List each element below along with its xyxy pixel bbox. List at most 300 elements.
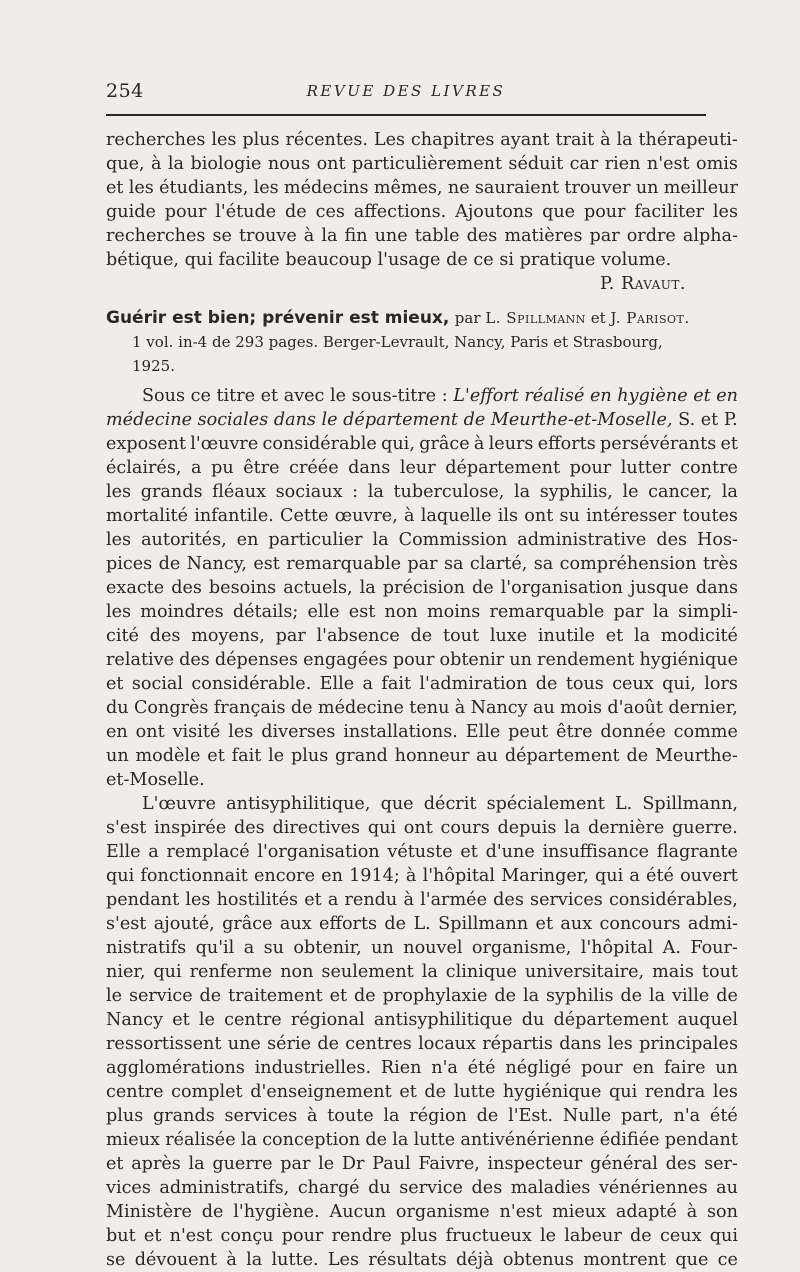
word: de (410, 626, 433, 646)
paragraph-1 (106, 432, 738, 792)
word: Les (373, 130, 406, 150)
word: fonctionnait (140, 866, 248, 886)
word: grands (140, 482, 203, 502)
word: l'œuvre (190, 434, 259, 454)
word: de (630, 1226, 652, 1246)
word: ville (672, 986, 710, 1006)
word: la (564, 818, 581, 838)
word: su (263, 938, 284, 958)
word: principales (639, 1034, 738, 1054)
word: l'Est. (508, 1106, 554, 1126)
word: rendement (537, 650, 635, 670)
word: à (404, 506, 415, 526)
text-line (106, 648, 738, 672)
word: le (318, 1154, 335, 1174)
word: réalisée (165, 1130, 236, 1150)
word: résultats (368, 1250, 447, 1270)
word: par (589, 226, 620, 246)
word: n'a (431, 1058, 458, 1078)
word: de (494, 986, 517, 1006)
word: de (201, 1202, 224, 1222)
word: pratique (519, 250, 596, 270)
word: de (384, 914, 407, 934)
word: ouvert (680, 866, 738, 886)
word: Dr (341, 1154, 365, 1174)
text-line (106, 1224, 738, 1248)
word: trouve (238, 226, 297, 246)
word: Paul (372, 1154, 411, 1174)
word: si (499, 250, 514, 270)
word: mois (560, 698, 603, 718)
word: besoins (208, 578, 277, 598)
journal-title: REVUE DES LIVRES (306, 82, 506, 100)
word: en (236, 530, 259, 550)
word: étudiants, (159, 178, 249, 198)
word: créée (289, 458, 339, 478)
running-head (106, 80, 706, 106)
word: les (106, 602, 132, 622)
word: concours (599, 914, 681, 934)
word: exacte (106, 578, 165, 598)
word: Four- (690, 938, 738, 958)
word: le (622, 482, 639, 502)
word: les (712, 202, 738, 222)
word: efforts (537, 434, 596, 454)
word: des (665, 1154, 697, 1174)
word: maladies (510, 1178, 591, 1198)
word: dans (348, 458, 391, 478)
word: trait (555, 130, 595, 150)
word: l'hôpital (580, 938, 654, 958)
word: omis (696, 154, 738, 174)
word: diverses (261, 722, 336, 742)
text-line (106, 1032, 738, 1056)
citation-line: 1925. (132, 357, 175, 375)
word: de (365, 1130, 388, 1150)
word: honneur (394, 746, 470, 766)
word: des (233, 818, 265, 838)
word: l'absence (316, 626, 400, 646)
word: l'organisation (500, 578, 623, 598)
page-text (106, 128, 738, 1272)
word: de (317, 1034, 339, 1054)
word: ont (524, 506, 554, 526)
text-line (106, 600, 738, 624)
word: les (228, 722, 254, 742)
word: la (383, 1106, 400, 1126)
word: est (253, 554, 280, 574)
word: Ajoutons (455, 202, 534, 222)
word: auquel (677, 1010, 738, 1030)
word: obtenus (502, 1250, 574, 1270)
word: lutte (413, 1130, 456, 1150)
word: et (720, 434, 738, 454)
word: considérable. (191, 674, 312, 694)
word: la (649, 986, 666, 1006)
word: A. (662, 938, 681, 958)
word: détails; (232, 602, 299, 622)
word: un (715, 1058, 738, 1078)
word: pour (581, 1058, 623, 1078)
word: de (199, 986, 222, 1006)
word: engagées (303, 650, 388, 670)
word: éclairés, (106, 458, 182, 478)
word: volume. (601, 250, 672, 270)
word: des (493, 890, 524, 910)
text-line (106, 552, 738, 576)
text-line (106, 128, 738, 152)
review-continued-text (106, 128, 738, 272)
word: pour (583, 202, 626, 222)
word: de (535, 674, 558, 694)
word: moyens, (191, 626, 265, 646)
word: Nancy (470, 698, 528, 718)
author-name: J. Parisot. (610, 309, 690, 327)
word: luxe (489, 626, 528, 646)
word: peut (508, 722, 549, 742)
word: facilite (218, 250, 280, 270)
word: qui (594, 866, 624, 886)
text-line (106, 480, 738, 504)
word: clarté, (469, 554, 528, 574)
word: et (143, 1226, 162, 1246)
text-line (106, 432, 738, 456)
word: qui (367, 818, 397, 838)
word: recherches (106, 130, 206, 150)
word: des (466, 226, 498, 246)
word: guerre. (672, 818, 738, 838)
text-line (106, 816, 738, 840)
word: que, (106, 154, 145, 174)
word: hygiénique (639, 650, 738, 670)
text-line (106, 744, 738, 768)
word: par (407, 554, 438, 574)
word: Commission (398, 530, 508, 550)
text-line (106, 888, 738, 912)
word: par (613, 602, 644, 622)
paragraph-2 (106, 816, 738, 1272)
word: séduit (508, 154, 564, 174)
word: organisme, (471, 938, 572, 958)
text-line: Sous ce titre et avec le sous-titre : L'effort réalisé en hygiène et en (142, 386, 739, 406)
word: non (280, 962, 314, 982)
word: Faivre, (418, 1154, 480, 1174)
word: service (399, 1178, 463, 1198)
word: considérables, (608, 890, 738, 910)
word: ce (473, 250, 494, 270)
word: clinique (445, 962, 517, 982)
word: se (212, 226, 232, 246)
text-line (106, 1200, 738, 1224)
word: a (362, 674, 373, 694)
word: dévouent (134, 1250, 218, 1270)
word: qui (709, 1226, 738, 1246)
word: la (652, 602, 669, 622)
word: tout (701, 962, 738, 982)
word: mieux (106, 1130, 160, 1150)
word: d'août (607, 698, 663, 718)
word: et (399, 1082, 417, 1102)
word: de (446, 250, 468, 270)
word: obtenir (439, 650, 505, 670)
word: a (191, 458, 202, 478)
word: par (275, 626, 306, 646)
word: toutes (682, 506, 738, 526)
book-citation (106, 306, 738, 378)
word: ces (315, 202, 345, 222)
word: plus (106, 1106, 144, 1126)
word: précision (382, 578, 465, 598)
word: des (149, 626, 181, 646)
subtitle-italic: médecine sociales dans le département de Meurthe-et-Moselle, (106, 410, 673, 430)
word: persévérants (600, 434, 717, 454)
word: grâce (419, 434, 470, 454)
word: remarquable (286, 554, 402, 574)
word: services (530, 890, 603, 910)
word: Cette (280, 506, 329, 526)
text-line (106, 1248, 738, 1272)
word: n'a (673, 1106, 701, 1126)
word: pendant (664, 1130, 738, 1150)
word: des (179, 650, 210, 670)
word: n'est (646, 154, 690, 174)
word: été (467, 1058, 496, 1078)
word: locaux (418, 1034, 476, 1054)
word: la (246, 1250, 263, 1270)
word: leur (399, 458, 436, 478)
word: a (629, 866, 640, 886)
word: compréhension (559, 554, 697, 574)
word: région (409, 1106, 467, 1126)
word: et (304, 890, 322, 910)
word: vétuste (387, 842, 453, 862)
word: Maringer, (501, 866, 589, 886)
word: à (600, 130, 611, 150)
word: social (131, 674, 184, 694)
word: français (213, 698, 286, 718)
word: plus (400, 1226, 438, 1246)
word: mais (652, 962, 694, 982)
word: et-Moselle. (106, 770, 205, 790)
word: actuels, (283, 578, 353, 598)
text-line (106, 152, 738, 176)
word: pices (106, 554, 153, 574)
word: flagrante (656, 842, 738, 862)
word: particulier (268, 530, 363, 550)
word: simpli- (678, 602, 738, 622)
word: et (460, 842, 478, 862)
word: but (106, 1226, 136, 1246)
word: et (106, 178, 124, 198)
word: de (471, 578, 494, 598)
word: les (607, 1034, 633, 1054)
word: ajouté, (153, 914, 215, 934)
word: rendre (331, 1226, 392, 1246)
word: grand (335, 746, 388, 766)
word: l'armée (420, 890, 487, 910)
word: nouvel (403, 938, 463, 958)
word: dans (559, 1034, 602, 1054)
text-line (106, 936, 738, 960)
text-line (106, 672, 738, 696)
word: qui (184, 250, 213, 270)
text-line: médecine sociales dans le département de Meurthe-et-Moselle, S. et P. (106, 410, 738, 430)
text-line (106, 624, 738, 648)
word: du (106, 698, 129, 718)
word: le (106, 986, 123, 1006)
word: à (306, 1106, 318, 1126)
word: elle (307, 602, 340, 622)
word: centres (345, 1034, 412, 1054)
word: ne (447, 178, 470, 198)
word: département (553, 1010, 669, 1030)
word: l'hygiène. (233, 1202, 320, 1222)
word: efforts (319, 914, 378, 934)
word: la (392, 1130, 409, 1150)
word: installations. (343, 722, 458, 742)
word: un (371, 938, 394, 958)
word: en (106, 722, 128, 742)
word: la (514, 482, 531, 502)
word: ceux (612, 674, 654, 694)
word: modicité (660, 626, 738, 646)
word: seulement (321, 962, 414, 982)
word: la (359, 578, 376, 598)
word: antivénérienne (460, 1130, 595, 1150)
review-signature: P. Ravaut. (600, 274, 686, 294)
word: fructueux (445, 1226, 532, 1246)
word: de (626, 746, 649, 766)
word: admi- (687, 914, 738, 934)
word: bétique, (106, 250, 179, 270)
word: Rien (380, 1058, 422, 1078)
word: biologie (190, 154, 262, 174)
word: moins (426, 602, 481, 622)
text-line (106, 768, 738, 792)
word: l'admiration (419, 674, 528, 694)
word: en (632, 1058, 655, 1078)
text-line (106, 1104, 738, 1128)
word: fait (231, 746, 262, 766)
word: obtenir, (293, 938, 362, 958)
word: administrative (517, 530, 647, 550)
word: vices (106, 1178, 151, 1198)
word: la (372, 530, 389, 550)
word: la (188, 1154, 205, 1174)
word: mêmes, (373, 178, 443, 198)
word: guide (106, 202, 156, 222)
word: général (589, 1154, 658, 1174)
word: l'usage (377, 250, 441, 270)
word: du (521, 1010, 545, 1030)
word: par (280, 1154, 311, 1174)
word: adapté (615, 1202, 677, 1222)
word: s'est (106, 818, 147, 838)
word: été (646, 866, 674, 886)
word: Nancy (106, 1010, 164, 1030)
word: autorités, (141, 530, 227, 550)
word: de (354, 986, 376, 1006)
word: Meurthe- (654, 746, 738, 766)
word: de (716, 986, 738, 1006)
word: L'œuvre (142, 794, 217, 814)
word: de (620, 986, 643, 1006)
text-line (106, 576, 738, 600)
word: Congrès (133, 698, 209, 718)
word: récentes. (285, 130, 368, 150)
word: remarquable (489, 602, 605, 622)
text-line (106, 984, 738, 1008)
word: matières (504, 226, 583, 246)
word: qui, (381, 434, 415, 454)
word: chargé (297, 1178, 360, 1198)
word: en (321, 866, 343, 886)
word: plus (290, 746, 329, 766)
word: depuis (497, 818, 557, 838)
word: être (243, 458, 280, 478)
word: pour (281, 1226, 324, 1246)
word: fléaux (212, 482, 267, 502)
text-line (106, 1080, 738, 1104)
word: services (224, 1106, 298, 1126)
word: pour (569, 458, 612, 478)
word: Nancy, (186, 554, 247, 574)
word: le (268, 746, 285, 766)
word: non (384, 602, 418, 622)
word: pu (211, 458, 234, 478)
word: Aucun (329, 1202, 387, 1222)
word: fin (344, 226, 368, 246)
word: et (605, 626, 624, 646)
page-number: 254 (106, 80, 144, 102)
word: édifiée (599, 1130, 660, 1150)
word: à (303, 226, 315, 246)
word: centre (106, 1082, 164, 1102)
word: Hos- (697, 530, 738, 550)
text-line (106, 224, 738, 248)
word: exposent (106, 434, 187, 454)
word: la (367, 482, 384, 502)
word: l'hôpital (422, 866, 496, 886)
word: intéresser (586, 506, 677, 526)
word: recherches (106, 226, 206, 246)
word: ressortissent (106, 1034, 222, 1054)
text-line (106, 912, 738, 936)
word: antisyphilitique (373, 1010, 513, 1030)
word: modèle (135, 746, 201, 766)
word: un (509, 650, 532, 670)
word: régional (290, 1010, 365, 1030)
word: que (380, 794, 414, 814)
word: cours (440, 818, 490, 838)
word: après (131, 1154, 181, 1174)
word: contre (680, 458, 738, 478)
word: universitaire, (524, 962, 645, 982)
word: leurs (488, 434, 534, 454)
word: guerre (212, 1154, 273, 1174)
word: Nulle (562, 1106, 612, 1126)
word: de (290, 698, 313, 718)
word: dernier, (668, 698, 738, 718)
word: sa (533, 554, 554, 574)
word: son (707, 1202, 738, 1222)
word: administratifs, (159, 1178, 290, 1198)
text-line (106, 1008, 738, 1032)
word: industrielles. (254, 1058, 372, 1078)
word: L. (614, 794, 633, 814)
word: inutile (537, 626, 595, 646)
word: à (403, 890, 414, 910)
